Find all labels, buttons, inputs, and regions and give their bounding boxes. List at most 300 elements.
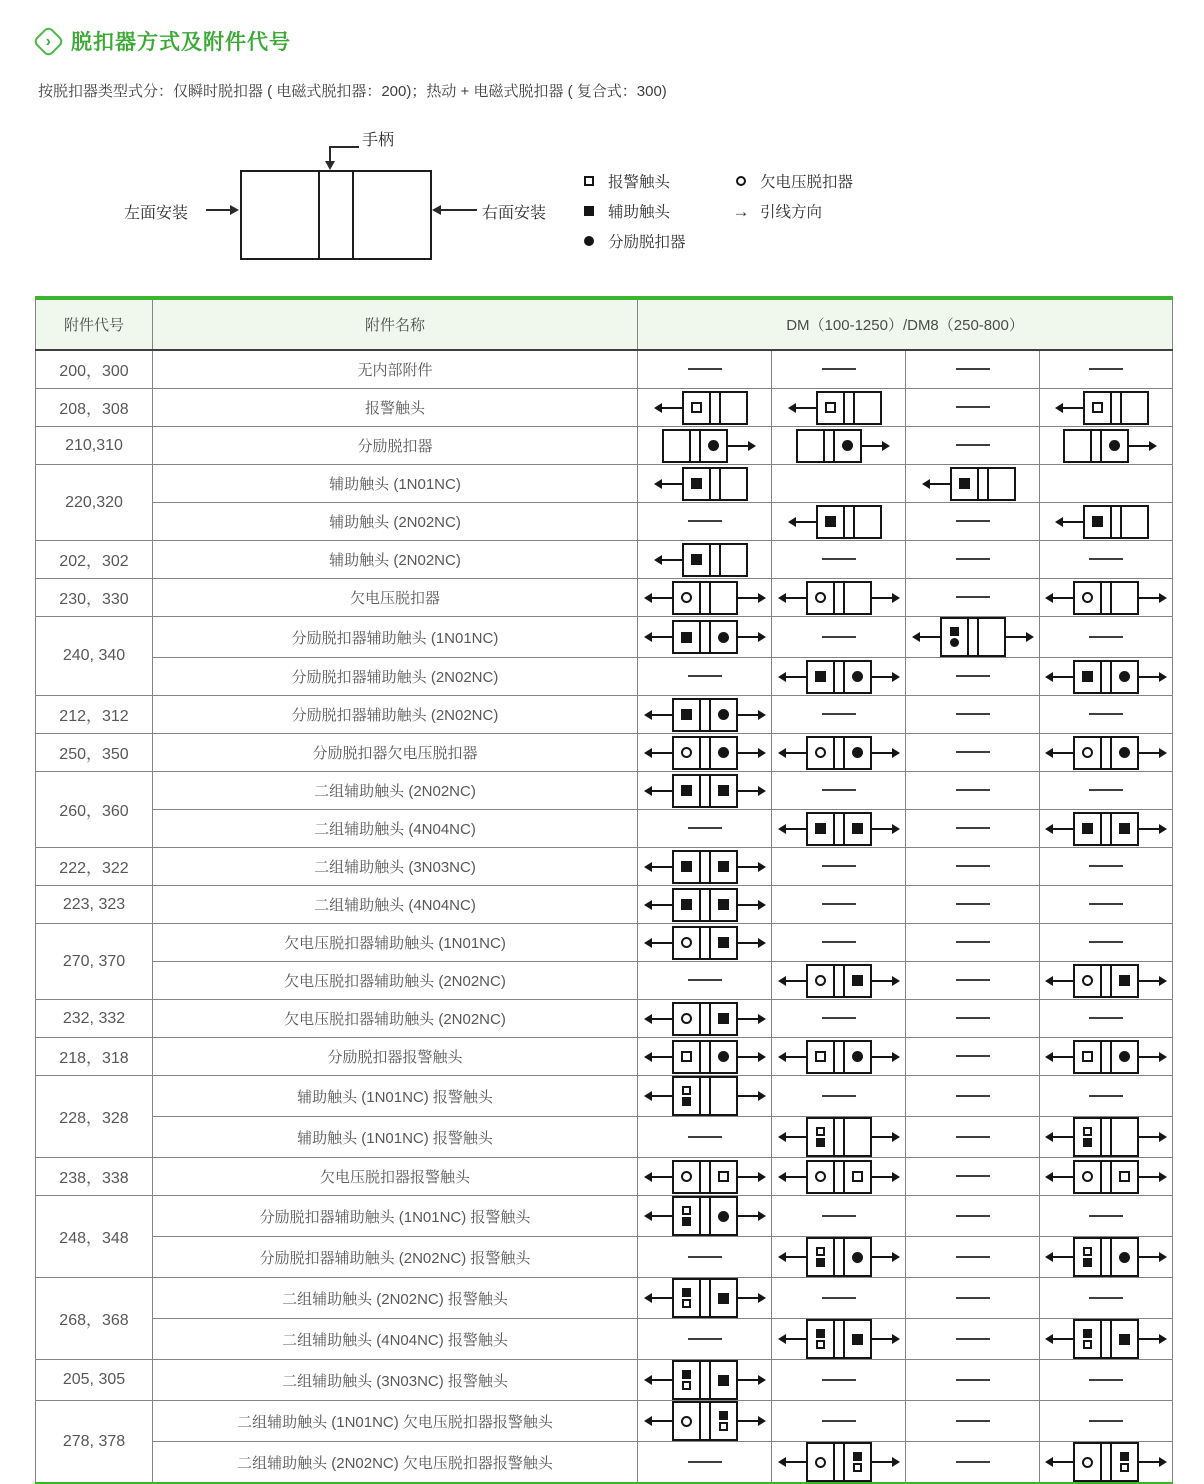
none-dash (822, 1215, 856, 1217)
alarm-contact-symbol (1119, 1171, 1130, 1182)
shunt-release-symbol (718, 1211, 729, 1222)
accessory-diagram (652, 888, 758, 922)
symbol-cell (1040, 503, 1173, 541)
lead-arrow-right-icon (872, 1056, 892, 1058)
symbol-cell (772, 1360, 906, 1401)
lead-arrow-left-icon (652, 904, 672, 906)
alarm-contact-symbol (718, 1171, 729, 1182)
symbol-cell (638, 810, 772, 848)
symbol-cell (638, 1158, 772, 1196)
accessory-name: 欠电压脱扣器辅助触头 (2N02NC) (153, 1000, 638, 1038)
diagram-left-cell (798, 431, 823, 461)
symbol-cell (1040, 1360, 1173, 1401)
none-dash (688, 1338, 722, 1340)
accessory-diagram (1063, 505, 1149, 539)
aux-contact-symbol (682, 1097, 691, 1106)
shunt-release-symbol (1109, 440, 1120, 451)
diagram-left-cell (674, 1162, 699, 1192)
symbol-cell (1040, 772, 1173, 810)
aux-contact-symbol (682, 1370, 691, 1379)
lead-arrow-right-icon (872, 1256, 892, 1258)
diagram-middle-cell (699, 1280, 711, 1316)
none-dash (822, 1095, 856, 1097)
aux-contact-symbol (691, 478, 702, 489)
diagram-right-cell (721, 545, 746, 575)
aux-contact-symbol (816, 1138, 825, 1147)
diagram-middle-cell (699, 1078, 711, 1114)
diagram-box (672, 698, 738, 732)
none-dash (956, 1338, 990, 1340)
diagram-left-cell (808, 738, 833, 768)
undervoltage-release-symbol (681, 937, 692, 948)
alarm-contact-symbol (853, 1463, 862, 1472)
none-dash (1089, 865, 1123, 867)
lead-arrow-left-icon (652, 636, 672, 638)
diagram-box (662, 429, 728, 463)
lead-arrow-right-icon (738, 597, 758, 599)
lead-arrow-left-icon (1053, 1461, 1073, 1463)
diagram-middle-cell (843, 507, 855, 537)
accessory-code: 220,320 (36, 465, 153, 541)
none-dash (956, 827, 990, 829)
aux-contact-symbol (959, 478, 970, 489)
none-dash (956, 751, 990, 753)
diagram-middle-cell (699, 700, 711, 730)
lead-arrow-left-icon (920, 636, 940, 638)
table-row (36, 389, 1173, 427)
diagram-right-cell (1112, 966, 1137, 996)
accessory-diagram (1053, 581, 1159, 615)
symbol-cell (1040, 389, 1173, 427)
none-dash (1089, 1095, 1123, 1097)
diagram-right-cell (711, 700, 736, 730)
diagram-middle-cell (699, 776, 711, 806)
diagram-left-cell (674, 1042, 699, 1072)
diagram-right-cell (721, 393, 746, 423)
none-dash (822, 636, 856, 638)
lead-arrow-left-icon (652, 866, 672, 868)
symbol-cell (1040, 1401, 1173, 1442)
lead-arrow-right-icon (872, 676, 892, 678)
undervoltage-release-symbol (1082, 1457, 1093, 1468)
accessory-name: 分励脱扣器辅助触头 (2N02NC) 报警触头 (153, 1237, 638, 1278)
diagram-right-cell (1122, 507, 1147, 537)
table-row (36, 350, 1173, 389)
lead-arrow-right-icon (1139, 1256, 1159, 1258)
diagram-left-cell (674, 700, 699, 730)
accessory-diagram (786, 1319, 892, 1359)
symbol-cell (906, 1237, 1040, 1278)
lead-arrow-right-icon (738, 904, 758, 906)
undervoltage-release-symbol (736, 176, 746, 186)
symbol-cell (772, 465, 906, 503)
accessory-code: 223, 323 (36, 886, 153, 924)
lead-arrow-left-icon (662, 559, 682, 561)
lead-arrow-right-icon (738, 1095, 758, 1097)
table-row (36, 696, 1173, 734)
diagram-left-cell (1085, 507, 1110, 537)
symbol-cell (906, 1000, 1040, 1038)
aux-contact-symbol (682, 1288, 691, 1297)
symbol-cell (906, 1360, 1040, 1401)
symbol-cell (906, 541, 1040, 579)
legend-item (583, 196, 735, 226)
diagram-left-cell (1075, 966, 1100, 996)
aux-contact-symbol (718, 785, 729, 796)
accessory-diagram (652, 1160, 758, 1194)
diagram-box (672, 1196, 738, 1236)
accessory-diagram (1063, 429, 1149, 463)
aux-contact-symbol (853, 1452, 862, 1461)
none-dash (688, 979, 722, 981)
diagram-right-cell (721, 469, 746, 499)
lead-arrow-left-icon (652, 942, 672, 944)
accessory-code: 228，328 (36, 1076, 153, 1158)
undervoltage-release-symbol (1082, 592, 1093, 603)
lead-arrow-right-icon (862, 445, 882, 447)
accessory-diagram (1053, 812, 1159, 846)
diagram-left-cell (808, 814, 833, 844)
diagram-box (1073, 964, 1139, 998)
lead-arrow-right-icon (1139, 1056, 1159, 1058)
table-row (36, 1117, 1173, 1158)
lead-arrow-right-icon (738, 636, 758, 638)
accessory-code: 248，348 (36, 1196, 153, 1278)
symbol-cell (1040, 1038, 1173, 1076)
symbol-cell (1040, 617, 1173, 658)
none-dash (688, 368, 722, 370)
lead-arrow-right-icon (738, 1379, 758, 1381)
aux-contact-symbol (950, 627, 959, 636)
diagram-left-cell (1065, 431, 1090, 461)
symbol-cell (906, 658, 1040, 696)
lead-arrow-left-icon (786, 597, 806, 599)
diagram-right-cell (711, 1004, 736, 1034)
symbol-cell (638, 1360, 772, 1401)
symbol-cell (1040, 1442, 1173, 1484)
table-row (36, 772, 1173, 810)
shunt-release-symbol (1119, 671, 1130, 682)
accessory-diagram (786, 736, 892, 770)
none-dash (688, 1256, 722, 1258)
diagram-middle-cell (699, 928, 711, 958)
symbol-cell (772, 617, 906, 658)
symbol-cell (772, 1000, 906, 1038)
accessory-name: 欠电压脱扣器辅助触头 (1N01NC) (153, 924, 638, 962)
accessory-diagram (930, 467, 1016, 501)
diagram-box (672, 736, 738, 770)
aux-contact-symbol (681, 785, 692, 796)
symbol-cell (772, 1196, 906, 1237)
lead-arrow-right-icon (738, 1215, 758, 1217)
lead-arrow-left-icon (1063, 521, 1083, 523)
diagram-box (806, 1237, 872, 1277)
legend-label: 分励脱扣器 (608, 234, 686, 251)
diagram-left-cell (684, 545, 709, 575)
diagram-middle-cell (1110, 507, 1122, 537)
aux-contact-symbol (691, 554, 702, 565)
lead-arrow-right-icon (1139, 1176, 1159, 1178)
diagram-left-cell (664, 431, 689, 461)
lead-arrow-left-icon (796, 521, 816, 523)
shunt-release-symbol (950, 638, 959, 647)
accessory-code: 232, 332 (36, 1000, 153, 1038)
table-row (36, 465, 1173, 503)
aux-contact-symbol (1120, 1452, 1129, 1461)
chevron-right-icon: › (46, 32, 52, 50)
diagram-box (672, 1360, 738, 1400)
lead-arrow-left-icon (652, 1176, 672, 1178)
diagram-middle-cell (1100, 1042, 1112, 1072)
shunt-release-symbol (708, 440, 719, 451)
none-dash (822, 903, 856, 905)
lead-arrow-left-icon (786, 1056, 806, 1058)
accessory-name: 二组辅助触头 (4N04NC) (153, 810, 638, 848)
symbol-cell (1040, 1158, 1173, 1196)
lead-arrow-left-icon (786, 1176, 806, 1178)
accessory-diagram (1053, 1040, 1159, 1074)
diagram-middle-cell (699, 890, 711, 920)
symbol-cell (638, 1319, 772, 1360)
symbol-cell (906, 772, 1040, 810)
header-accessory-name: 附件名称 (153, 298, 638, 350)
diagram-box (816, 391, 882, 425)
diagram-box (672, 1040, 738, 1074)
diagram-left-cell (1075, 662, 1100, 692)
aux-contact-symbol (682, 1217, 691, 1226)
symbol-cell (638, 1000, 772, 1038)
symbol-cell (1040, 1319, 1173, 1360)
lead-arrow-left-icon (1053, 676, 1073, 678)
accessory-diagram (1053, 964, 1159, 998)
table-row (36, 1401, 1173, 1442)
aux-contact-symbol (1119, 975, 1130, 986)
none-dash (956, 1017, 990, 1019)
diagram-middle-cell (709, 393, 721, 423)
none-dash (956, 1215, 990, 1217)
lead-arrow-left-icon (1053, 980, 1073, 982)
shunt-release-symbol (718, 632, 729, 643)
aux-contact-symbol (681, 899, 692, 910)
symbol-cell (638, 1076, 772, 1117)
diagram-box (1073, 1237, 1139, 1277)
diagram-box (806, 812, 872, 846)
lead-arrow-left-icon (1053, 828, 1073, 830)
aux-contact-symbol (852, 975, 863, 986)
accessory-name: 辅助触头 (1N01NC) (153, 465, 638, 503)
diagram-box (796, 429, 862, 463)
none-dash (822, 1297, 856, 1299)
accessory-code: 210,310 (36, 427, 153, 465)
legend-item (735, 166, 853, 196)
diagram-box (806, 736, 872, 770)
symbol-cell (906, 427, 1040, 465)
symbol-cell (906, 1401, 1040, 1442)
table-row (36, 579, 1173, 617)
none-dash (1089, 903, 1123, 905)
diagram-middle-cell (1100, 583, 1112, 613)
diagram-right-cell (711, 1362, 736, 1398)
aux-contact-symbol (852, 823, 863, 834)
accessory-code: 208，308 (36, 389, 153, 427)
lead-arrow-left-icon (652, 1095, 672, 1097)
undervoltage-release-symbol (815, 975, 826, 986)
aux-contact-symbol (1119, 1334, 1130, 1345)
symbol-cell (638, 962, 772, 1000)
alarm-contact-symbol (682, 1299, 691, 1308)
diagram-box (672, 850, 738, 884)
symbol-cell (638, 1117, 772, 1158)
diagram-right-cell (1112, 738, 1137, 768)
none-dash (822, 558, 856, 560)
table-header (36, 298, 1173, 350)
accessory-code: 222，322 (36, 848, 153, 886)
diagram-left-cell (1075, 1321, 1100, 1357)
accessory-diagram (1053, 660, 1159, 694)
diagram-right-cell (845, 1444, 870, 1480)
lead-arrow-left-icon (930, 483, 950, 485)
diagram-left-cell (1085, 393, 1110, 423)
undervoltage-release-symbol (1082, 975, 1093, 986)
accessory-diagram (652, 1040, 758, 1074)
symbol-cell (906, 848, 1040, 886)
symbol-cell (638, 696, 772, 734)
legend-label: 欠电压脱扣器 (760, 174, 854, 191)
accessory-diagram (786, 1040, 892, 1074)
diagram-middle-cell (977, 469, 989, 499)
diagram-box (672, 581, 738, 615)
accessory-diagram (652, 774, 758, 808)
alarm-contact-symbol (682, 1381, 691, 1390)
table-row (36, 658, 1173, 696)
symbol-cell (906, 1442, 1040, 1484)
lead-arrow-left-icon (652, 752, 672, 754)
symbol-cell (1040, 350, 1173, 389)
diagram-box (672, 926, 738, 960)
alarm-contact-symbol (682, 1086, 691, 1095)
none-dash (822, 1379, 856, 1381)
table-row (36, 1038, 1173, 1076)
table-row (36, 427, 1173, 465)
symbol-cell (1040, 658, 1173, 696)
none-dash (956, 520, 990, 522)
lead-arrow-left-icon (786, 1136, 806, 1138)
symbol-cell (906, 886, 1040, 924)
symbol-cell (772, 962, 906, 1000)
diagram-right-cell (1122, 393, 1147, 423)
diagram-box (682, 391, 748, 425)
shunt-release-symbol (852, 1051, 863, 1062)
lead-arrow-right-icon (872, 1136, 892, 1138)
diagram-right-cell (845, 583, 870, 613)
undervoltage-release-symbol (681, 747, 692, 758)
accessory-diagram (786, 581, 892, 615)
lead-arrow-right-icon (872, 1461, 892, 1463)
symbol-cell (772, 810, 906, 848)
accessory-name: 分励脱扣器 (153, 427, 638, 465)
aux-contact-symbol (1082, 671, 1093, 682)
accessory-diagram (652, 736, 758, 770)
alarm-contact-symbol (825, 402, 836, 413)
diagram-right-cell (855, 393, 880, 423)
accessory-name: 二组辅助触头 (3N03NC) 报警触头 (153, 1360, 638, 1401)
symbol-cell (772, 1319, 906, 1360)
accessory-diagram (1063, 391, 1149, 425)
symbol-cell (906, 617, 1040, 658)
undervoltage-release-symbol (1082, 1171, 1093, 1182)
symbol-cell (638, 465, 772, 503)
accessory-code: 240, 340 (36, 617, 153, 696)
diagram-left-cell (818, 393, 843, 423)
diagram-right-cell (845, 662, 870, 692)
aux-contact-symbol (1083, 1138, 1092, 1147)
right-mount-pointer-line (441, 209, 477, 211)
none-dash (956, 596, 990, 598)
accessory-diagram (662, 467, 748, 501)
accessory-name: 分励脱扣器辅助触头 (2N02NC) (153, 696, 638, 734)
diagram-left-cell (674, 1362, 699, 1398)
diagram-right-cell (711, 622, 736, 652)
diagram-right-cell (1112, 662, 1137, 692)
aux-contact-symbol (852, 1334, 863, 1345)
breaker-divider-line (318, 172, 320, 258)
lead-arrow-left-icon (1063, 407, 1083, 409)
left-mount-label: 左面安装 (124, 205, 189, 222)
undervoltage-release-symbol (815, 1171, 826, 1182)
diagram-middle-cell (1110, 393, 1122, 423)
accessory-diagram (662, 391, 748, 425)
diagram-middle-cell (1100, 814, 1112, 844)
handle-label: 手柄 (362, 132, 395, 149)
accessory-code: 230，330 (36, 579, 153, 617)
symbol-cell (1040, 886, 1173, 924)
symbol-cell (1040, 579, 1173, 617)
symbol-cell (638, 427, 772, 465)
diagram-middle-cell (1100, 738, 1112, 768)
none-dash (956, 903, 990, 905)
lead-arrow-right-icon (872, 597, 892, 599)
diagram-left-cell (942, 619, 967, 655)
none-dash (956, 1095, 990, 1097)
table-row (36, 924, 1173, 962)
lead-arrow-right-icon (738, 1056, 758, 1058)
accessory-name: 辅助触头 (2N02NC) (153, 503, 638, 541)
diagram-right-cell (711, 1162, 736, 1192)
accessory-diagram (786, 1160, 892, 1194)
diagram-left-cell (674, 852, 699, 882)
none-dash (956, 1136, 990, 1138)
lead-arrow-right-icon (728, 445, 748, 447)
diagram-left-cell (808, 966, 833, 996)
accessory-diagram (662, 429, 748, 463)
diagram-left-cell (674, 1004, 699, 1034)
diagram-right-cell (711, 928, 736, 958)
lead-arrow-left-icon (786, 1256, 806, 1258)
diagram-right-cell (835, 431, 860, 461)
symbol-cell (1040, 810, 1173, 848)
legend-column (732, 166, 854, 256)
symbol-cell (772, 1442, 906, 1484)
lead-arrow-right-icon (738, 1018, 758, 1020)
lead-arrow-right-icon (1139, 1461, 1159, 1463)
lead-arrow-left-icon (786, 1338, 806, 1340)
diagram-right-cell (845, 1321, 870, 1357)
none-dash (956, 368, 990, 370)
table-row (36, 541, 1173, 579)
symbol-cell (638, 1196, 772, 1237)
breaker-outline (240, 170, 432, 260)
lead-arrow-left-icon (662, 483, 682, 485)
